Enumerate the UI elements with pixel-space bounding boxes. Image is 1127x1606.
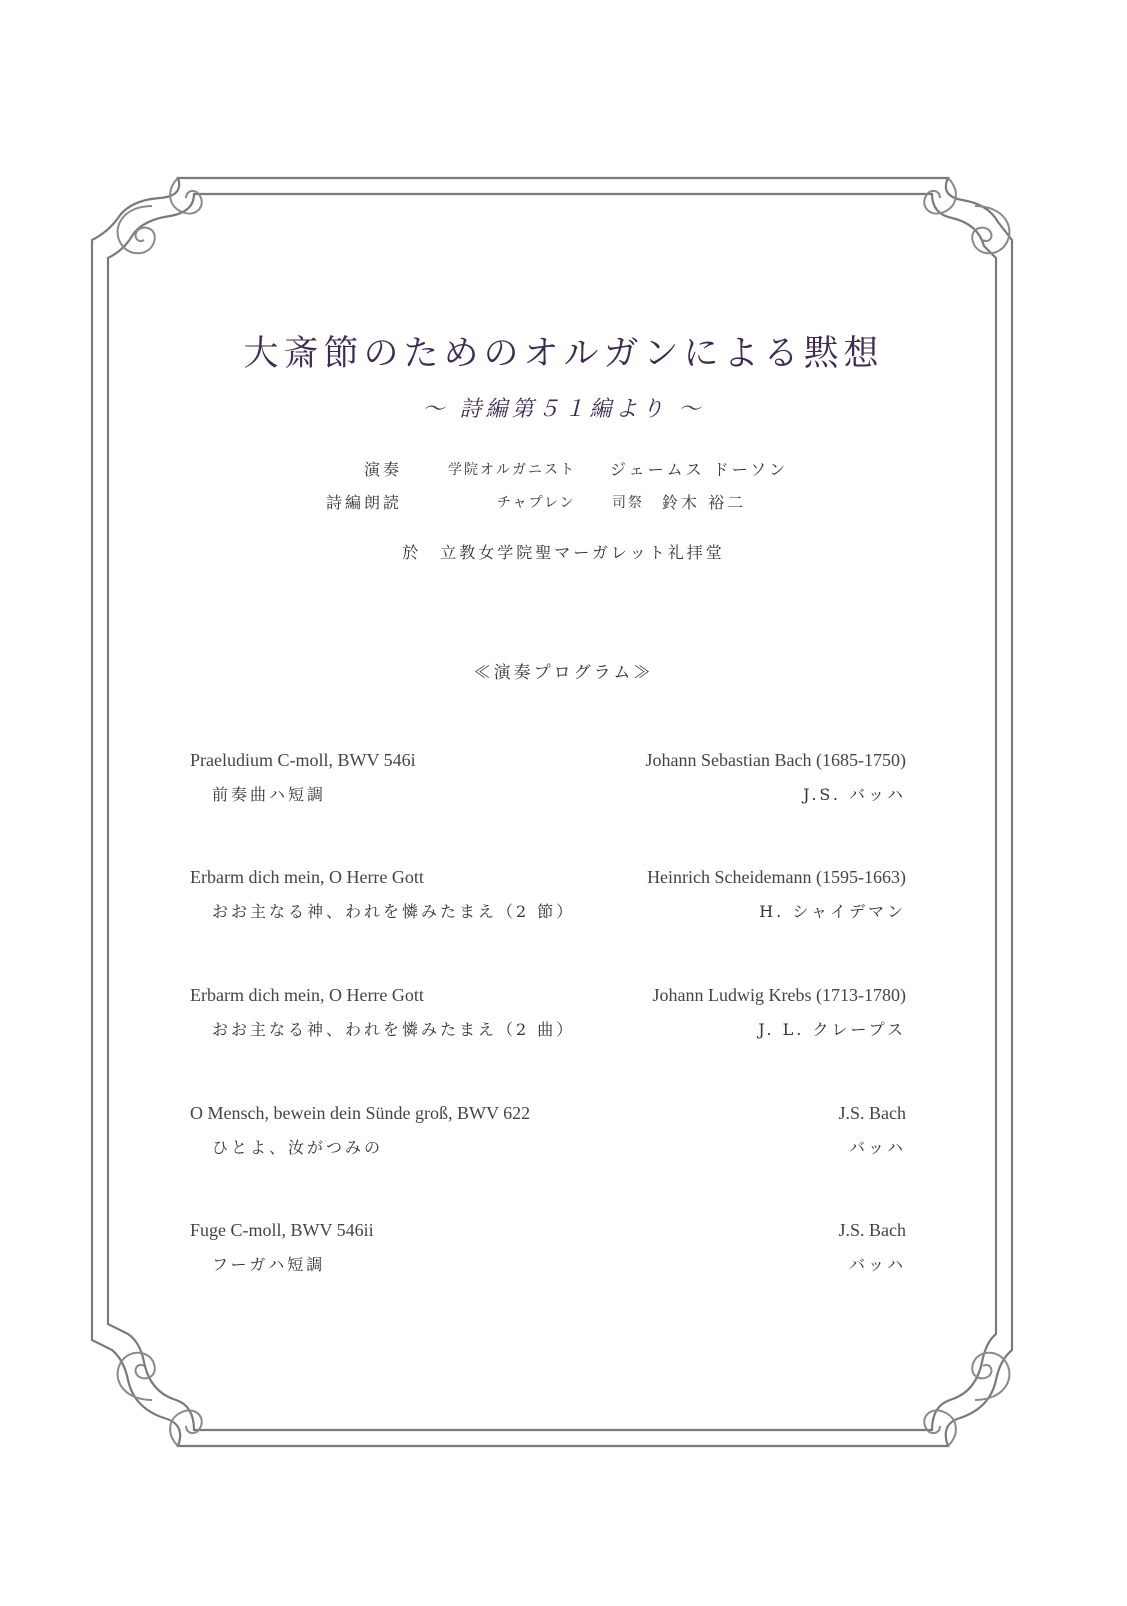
piece-title-en: Praeludium C-moll, BWV 546i bbox=[190, 750, 416, 770]
piece-composer-ja: J.S. バッハ bbox=[803, 785, 906, 804]
piece-title-en: Erbarm dich mein, O Herre Gott bbox=[190, 867, 424, 887]
piece-composer-ja: J. L. クレープス bbox=[758, 1020, 906, 1039]
piece-title-ja: フーガハ短調 bbox=[212, 1255, 326, 1274]
reading-label: 詩編朗読 bbox=[326, 493, 403, 512]
piece-composer-ja: バッハ bbox=[848, 1255, 906, 1274]
piece-title-en: Erbarm dich mein, O Herre Gott bbox=[190, 985, 424, 1005]
piece-title-ja: ひとよ、汝がつみの bbox=[212, 1138, 384, 1157]
reader-role: チャプレン bbox=[497, 495, 576, 511]
program-heading: ≪演奏プログラム≫ bbox=[473, 663, 654, 683]
program-item bbox=[190, 750, 906, 814]
program-item bbox=[190, 985, 906, 1049]
performer-name: ジェームス ドーソン bbox=[610, 460, 789, 479]
reader-title: 司祭 bbox=[612, 495, 644, 511]
performer-role: 学院オルガニスト bbox=[448, 462, 576, 478]
piece-composer-en: Johann Sebastian Bach (1685-1750) bbox=[645, 750, 906, 770]
piece-composer-ja: H. シャイデマン bbox=[759, 902, 906, 921]
program-item bbox=[190, 1220, 906, 1284]
performance-label: 演奏 bbox=[364, 460, 403, 479]
program-item bbox=[190, 867, 906, 931]
piece-composer-en: J.S. Bach bbox=[838, 1220, 906, 1240]
piece-composer-ja: バッハ bbox=[848, 1138, 906, 1157]
piece-composer-en: Johann Ludwig Krebs (1713-1780) bbox=[652, 985, 906, 1005]
piece-title-ja: おお主なる神、われを憐みたまえ（2 曲） bbox=[212, 1020, 576, 1039]
piece-title-en: O Mensch, bewein dein Sünde groß, BWV 622 bbox=[190, 1103, 531, 1123]
piece-title-en: Fuge C-moll, BWV 546ii bbox=[190, 1220, 374, 1240]
piece-composer-en: J.S. Bach bbox=[838, 1103, 906, 1123]
page-title: 大斎節のためのオルガンによる黙想 bbox=[243, 334, 884, 374]
reader-name: 鈴木 裕二 bbox=[662, 493, 747, 512]
piece-composer-en: Heinrich Scheidemann (1595-1663) bbox=[647, 867, 906, 887]
venue: 於 立教女学院聖マーガレット礼拝堂 bbox=[402, 543, 725, 562]
page-subtitle: ～ 詩編第５１編より ～ bbox=[422, 397, 705, 422]
program-item bbox=[190, 1103, 906, 1167]
piece-title-ja: 前奏曲ハ短調 bbox=[212, 785, 327, 804]
piece-title-ja: おお主なる神、われを憐みたまえ（2 節） bbox=[212, 902, 576, 921]
